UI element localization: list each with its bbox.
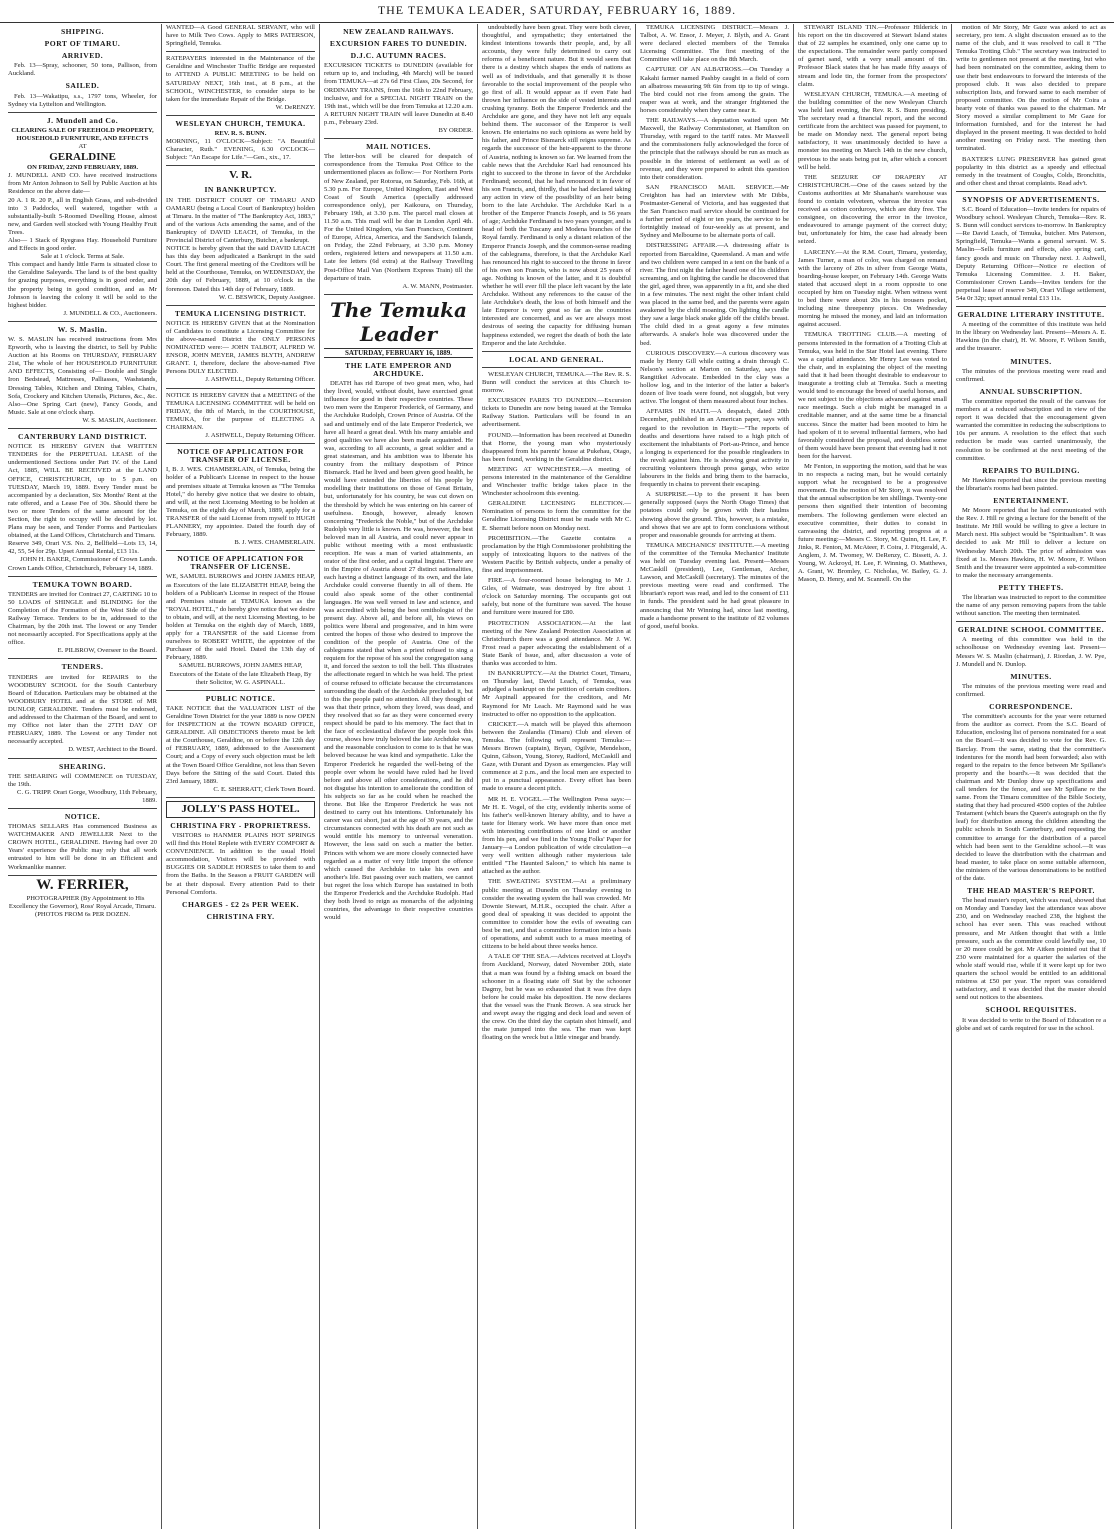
news-item: motion of Mr Story, Mr Gaze was asked to act as secretary, pro tem. A slight discussion ensued as to the name of the club, and it was resolved to call it "The Temuka Trotting Club." The secretary was instructed to write to gentlemen not present at the meeting, but who had been nominated on the committee, asking them to use their best endeavours to forward the interests of the proposed club. It was also decided to prepare subscription lists, and forward same to each member of proposed committee. On the motion of Mr Coira a hearty vote of thanks was passed to the chairman. Mr Story moved a similar compliment to Mr Gaze for information furnished, and for the interest he had displayed in the present meeting. It was decided to hold another meeting on Friday next. The meeting then terminated.	[956, 24, 1106, 153]
ad-title: CLEARING SALE OF FREEHOLD PROPERTY, HOUSEHOLD FURNITURE, AND EFFECTS	[11, 126, 154, 142]
news-item: SAN FRANCISCO MAIL SERVICE.—Mr Creighton has had an interview with Mr Dibbs, Postmaster-General of Victoria, and has suggested that the San Francisco mail service should be continued for a further period of eight or ten years, the service to be fortnightly instead of four-weekly as at present, and Sydney and Melbourne to be alternate ports of call.	[640, 183, 789, 240]
advertisement	[166, 392, 315, 445]
ad-body: VISITORS to HANMER PLAINS HOT SPRINGS will find this Hotel Replete with EVERY COMFORT & CONVENIENCE. In addition to the usual Hotel accommodation, Visitors will be provided with BUGGIES OR SADDLE HORSES to take them to and from the Baths. In the Season a FRUIT GARDEN will be at their disposal. Every attention Paid to their Personal Comforts.	[166, 831, 315, 896]
ad-signature: BY ORDER.	[438, 127, 473, 135]
news-item: THE SWEATING SYSTEM.—At a preliminary public meeting at Dunedin on Thursday evening to consider the sweating system the hall was crowded. Mr Downie Stewart, M.H.R., occupied the chair. After a good deal of speaking it was decided to appoint the committee to consider how the evils of sweating can best be met, and that a committee formation into a basis of operations, and submit such to a mass meeting of citizens to be held about three weeks hence.	[482, 878, 631, 951]
news-item: Mr Fenton, in supporting the motion, said that he was in no respects a racing man, but he would certainly support what he recognised to be a progressive movement. On the motion of Mr Story, it was resolved that the annual subscription be ten shillings. Twenty-one persons then signified their intention of becoming members. The following gentlemen were elected an executive committee, their duties to consist in canvassing the district, and reporting progress at a future meeting:—Messrs C. Story, M. Quinn, H. Lee, F. Jinks, R. Fenton, M. McAteer, F. Coira, J. Fitzgerald, A. Anglem, J. M. Twomey, W. DeRenzy, C. Bissett, A. J. Young, W. Ackroyd, H. Lee, F. Winning, O. Matthews, A. Grant, W. Bromley, C. Nicholas, W. Bailey, G. J. Mason, D. Henry, and M. Scannell. On the	[798, 462, 947, 584]
ad-heading: JOLLY'S PASS HOTEL.	[166, 801, 315, 818]
ad-body: W. S. MASLIN has received instructions from Mrs Epworth, who is leaving the district, to Sell by Public Auction at his Rooms on THURSDAY, FEBRUARY 21st, The whole of her HOUSEHOLD FURNITURE AND EFFECTS, Consisting of— Double and Single Iron Bedstead, Mattresses, Palliasses, Washstands, Dressing Tables, Kitchen and Dining Tables, Chairs, Sofa, Crockery and Kitchen Utensils, Pictures, &c., &c. Also—One Spring Cart (new), Fancy Goods, and Music. Sale at one o'clock sharp.	[8, 336, 157, 416]
news-item: A meeting of this committee was held in the schoolhouse on Wednesday evening last. Present—Messrs W. S. Maslin (chairman), J. Riordan, J. W. Pye, J. Mundell and N. Dunlop.	[956, 636, 1106, 668]
news-item: The minutes of the previous meeting were read and confirmed.	[956, 682, 1106, 698]
advertisement	[8, 127, 157, 322]
divider	[482, 367, 631, 368]
ad-heading: TEMUKA LICENSING DISTRICT.	[174, 308, 307, 318]
advertisement	[8, 591, 157, 660]
ad-signature: C. E. SHERRATT, Clerk Town Board.	[213, 785, 315, 793]
ad-signature: J. ASHWELL, Deputy Returning Officer.	[205, 432, 315, 440]
advertisement	[166, 320, 315, 389]
divider	[956, 306, 1106, 307]
news-item: A TALE OF THE SEA.—Advices received at Lloyd's from Auckland, Norway, dated November 20th, state that a man was found by a fishing smack on board the schooner in a floating state off Stat by the schooner Dagmy, but he was so exhausted that it was five days before he could make his deposition. He now declares that the vessel was the Frank Brown. A sea struck her and swept away the rigging and deck load and seven of the crew. On the third day the captain shot himself, and the mate jumped into the sea. The man was kept floating on the wreck but a little vinegar and brandy.	[482, 953, 631, 1042]
news-item: The minutes of the previous meeting were read and confirmed.	[956, 367, 1106, 383]
ad-heading: SHEARING.	[59, 761, 106, 771]
ad-body: J. MUNDELL AND CO. have received instructions from Mr Anton Johnson to Sell by Public Auction at his Residence on the above date—	[8, 172, 157, 196]
news-item: TEMUKA LICENSING DISTRICT.—Messrs J. Talbot, A. W. Ensor, J. Meyer, J. Blyth, and A. Grant were declared elected members of the Temuka Licensing Committee. The first meeting of the Committee will take place on the 8th March.	[640, 24, 789, 64]
ad-heading: NOTICE OF APPLICATION FOR TRANSFER OF LICENSE.	[177, 554, 304, 572]
sub-heading: ENTERTAINMENT.	[993, 495, 1069, 505]
ad-signature: Crown Lands Office, Christchurch, February 14, 1889.	[8, 564, 153, 572]
section-heading: LOCAL AND GENERAL.	[509, 354, 604, 364]
news-item: PROTECTION ASSOCIATION.—At the last meeting of the New Zealand Protection Association at Christchurch there was a good attendance. Mr J. W. Frost read a paper advocating the establishment of a State Bank of Issue, and, after discussion a vote of thanks was accorded to him.	[482, 619, 631, 668]
arrived-label: ARRIVED.	[61, 51, 104, 61]
news-item: It was decided to write to the Board of Education re a globe and set of cards required for use in the school.	[956, 1016, 1106, 1032]
news-item: FIRE.—A four-roomed house belonging to Mr J. Giles, of Waimate, was destroyed by fire about 1 o'clock on Saturday morning. The occupants got out safely, but none of the furniture was saved. The house and furniture were insured for £80.	[482, 577, 631, 617]
column-6	[794, 24, 952, 1529]
news-item: The librarian was instructed to report to the committee the name of any person removing papers from the table without sanction. The meeting then terminated.	[956, 594, 1106, 618]
ad-body: NOTICE is hereby given that the said DAVID LEACH has this day been adjudicated a Bankrupt in the said Court. The first general meeting of the Creditors will be held at the Courthouse, Temuka, on WEDNESDAY, the 20th day of February, 1889, at 10 o'clock in the forenoon. Dated this 14th day of February, 1889.	[166, 245, 315, 293]
ad-signature: SAMUEL BURROWS, JOHN JAMES HEAP, Executors of the Estate of the late Elizabeth Heap, By their Solicitor, W. G. ASPINALL.	[169, 662, 312, 686]
news-item: PROHIBITION.—The Gazette contains a proclamation by the High Commissioner prohibiting the supply of intoxicating liquors to the natives of the Western Pacific by British subjects, under a penalty of fine and imprisonment.	[482, 534, 631, 574]
section-heading: GERALDINE LITERARY INSTITUTE.	[957, 310, 1105, 320]
sub-heading: PETTY THEFTS.	[998, 582, 1064, 592]
ad-body: NOTICE IS HEREBY GIVEN that WRITTEN TENDERS for the PERPETUAL LEASE of the undermentioned Sections under Part IV. of the Land Act, 1885, WILL BE RECEIVED at the LAND OFFICE, CHRISTCHURCH, up to 5 p.m. on TUESDAY, March 19, 1889. Every Tender must be accompanied by a declaration, Six Months' Rent at the rate offered, and a Lease Fee of 30s. Should there be two or more Tenders of the same amount for the Section, the right to occupy will be decided by lot. Plans may be seen, and Tender Forms and Particulars obtained, at the Land Offices, Christchurch and Timaru.	[8, 443, 157, 540]
advertisement	[324, 153, 473, 295]
ad-heading: NEW ZEALAND RAILWAYS.	[343, 27, 454, 36]
ad-body: THE SHEARING will COMMENCE on TUESDAY, the 19th.	[8, 772, 157, 788]
advertisement	[166, 573, 315, 690]
ad-body: MORNING, 11 O'CLOCK—Subject: "A Beautiful Character, Ruth." EVENING, 6.30 O'CLOCK—Subject: "An Escape for Life."—Gen., xix., 17.	[166, 138, 315, 162]
ad-subheading: EXCURSION FARES TO DUNEDIN.	[329, 39, 468, 49]
divider	[8, 112, 157, 113]
news-item: MR H. E. VOGEL.—The Wellington Press says:—Mr H. E. Vogel, of the city, evidently inherits some of his father's well-known literary ability, and to have a taste for literary work. We have more than once met with interesting contributions of one kind or another from his pen, and we find in the Young Folks' Paper for January—a London publication of wide circulation—a very well written although rather mysterious tale entitled "The Haunted Saloon," to which his name is attached as the author.	[482, 795, 631, 876]
editorial-heading: THE LATE EMPEROR AND ARCHDUKE.	[345, 360, 452, 378]
news-item: The committee reported the result of the canvass for members at a reduced subscription and in view of the report it was decided that the encouragement given warranted the committee in reducing the subscriptions to 10s per annum. A resolution to the effect that such reduction be made was carried unanimously, the resolution to be confirmed at the next meeting of the committee.	[956, 397, 1106, 462]
ad-body: TAKE NOTICE that the VALUATION LIST of the Geraldine Town District for the year 1889 is now OPEN for INSPECTION at the TOWN BOARD OFFICE, GERALDINE. All OBJECTIONS thereto must be left at the Courthouse, Geraldine, on or before the 12th day of FEBRUARY, 1889, addressed to the Assessment Court; and a Copy of every such objection must be left at the Town Board Office Geraldine, not less than Seven Days before the Sitting of the said Court. Dated this 23rd January, 1889.	[166, 704, 315, 785]
news-item: STEWART ISLAND TIN.—Professor Hilderick in his report on the tin discovered at Stewart Island states that of 22 samples he examined, only one came up to the expectations. The remainder were partly composed of garnet sand, with a very small amount of tin. Professor Black states that he has made fifty assays of stream and lode tin, the former from the prospectors' claim.	[798, 24, 947, 88]
ad-body: TENDERS are invited for Contract 27, CARTING 10 to 50 LOADS of SHINGLE and BLINDING for the Completion of the Formation of the West Side of the Railway Terrace. Tenders to be in, addressed to the Chairman, by the 20th inst. The lowest or any Tender not necessarily accepted. For Specifications apply at the office.	[8, 590, 157, 647]
ad-subheading: CHRISTINA FRY - PROPRIETRESS.	[170, 820, 311, 830]
divider	[956, 621, 1106, 622]
ad-heading: NOTICE.	[64, 811, 101, 821]
ad-signature: W. S. MASLIN, Auctioneer.	[82, 416, 157, 424]
ad-body: Also— 1 Stack of Ryegrass Hay. Household Furniture and Effects in good order.	[8, 236, 157, 253]
ad-body: WE, SAMUEL BURROWS and JOHN JAMES HEAP, as Executors of the late ELIZABETH HEAP, being the holders of a Publican's License in respect of the House and Premises situate at TEMUKA known as the "ROYAL HOTEL," do hereby give notice that we desire to obtain, and will, at the next Licensing Meeting, to be holden at Temuka on the eighth day of March, 1889, apply for a TRANSFER of the said License from ourselves to ROBERT WHITE, the appointee of the Purchaser of the said Hotel. Dated the 13th day of February, 1889.	[166, 573, 315, 662]
news-item: CURIOUS DISCOVERY.—A curious discovery was made by Henry Gill while cutting a drain through C. Nelson's section at Marton on Saturday, says the Rangitikei Advocate. Embedded in the clay was a hollow log, and in the interior of the latter a baker's dozen of live toads were found, not sluggish, but very active. The longest of them measured about four inches.	[640, 349, 789, 406]
ad-heading: W. S. Maslin.	[57, 324, 108, 334]
ad-signature: E. PILBROW, Overseer to the Board.	[57, 647, 157, 655]
ad-signature: J. MUNDELL & CO., Auctioneers.	[63, 309, 157, 317]
column-1	[4, 24, 162, 1529]
divider	[956, 191, 1106, 192]
ad-heading: MAIL NOTICES.	[366, 142, 431, 152]
port-heading: PORT OF TIMARU.	[44, 39, 121, 49]
masthead: THE TEMUKA LEADER, SATURDAY, FEBRUARY 16, 1889.	[0, 0, 1114, 23]
news-item: A meeting of the committee of this institute was held in the library on Wednesday last. Present—Messrs A. E. Hawkins (in the chair), H. W. Moore, F. Wilson Smith, and the treasurer.	[956, 321, 1106, 353]
section-heading: SYNOPSIS OF ADVERTISEMENTS.	[962, 194, 1100, 204]
editorial-body: undoubtedly have been great. They were both clever, thoughtful, and sympathetic; they entertained the kindest intentions towards their people, and, by all accounts, they were fully determined to carry out reforms of a beneficent nature. But it would seem that there is a destiny which shapes the ends of nations as well as of individuals, and that generally it is those favorable to the social improvement of the people who go first of all. It would appear as if even Fate had thrown her influence on the side of vested interests and crushing tyranny. Both the Emperor Frederick and the Archduke are gone, and they have not left any equals behind them. The successor of the Emperor is well known. He entertains no such opinions as were held by his father, and Prince Bismarck still reigns supreme. As regards the successor of the heir-apparent to the throne of Austria, nothing is known so far. We learned from the cable news that the Archduke Karl had renounced his right to succeed to the throne in favor of the Archduke Ferdinand; second, that he had renounced it in favor of his son Francis, and, thirdly, that he had declared taking any action in view of the possibility of an heir being born to the late Archduke. The Archduke Karl is a brother of the Emperor Francis Joseph, and is 56 years of age; Archduke Ferdinand is two years younger, and is head of both the Tuscany and Modena branches of the Royal family. Ferdinand is only a distant relation of the Emperor Francis Joseph, and the common-sense reading of the cablegrams, therefore, is that the Archduke Karl has renounced his right to succeed to the throne in favor of his own son Francis, who is now about 25 years of age. Nothing is known of the latter, and it is doubtful whether he will ever fill the place left vacant by the late Archduke. Without any references to the cause of the late Archduke's death, the loss of both himself and the late Emperor is very great so far as the countries interested are concerned, and as we are always most desirous of seeing the capacity for diffusing human happiness extended, we regret the death of both the late Emperor and the late Archduke.	[482, 24, 631, 347]
advertisement	[8, 443, 157, 577]
column-3	[320, 24, 478, 1529]
ad-heading: W. FERRIER,	[36, 876, 129, 893]
advertisement	[8, 336, 157, 429]
ad-signature: W. DeRENZY.	[275, 103, 315, 111]
sub-heading: MINUTES.	[1010, 671, 1052, 681]
advertisement	[166, 197, 315, 306]
ad-heading: J. Mundell and Co.	[46, 115, 119, 125]
ad-signature: D. WEST, Architect to the Board.	[68, 746, 157, 754]
column-2	[162, 24, 320, 1529]
news-item: DISTRESSING AFFAIR.—A distressing affair is reported from Barcaldine, Queensland. A man and wife and two children were camped in a tent on the bank of a river. The first night the father heard one of his children screaming, and on lighting the candle he discovered that the girl, aged three, was apparently in a fit, and she died in a few minutes. The next night the other infant child was placed in the same bed, and the parents were again awakened by the child moaning. On lighting the candle they saw a large black snake glide off the child's breast. The child died in a great agony a few minutes afterwards. A snake's hole was discovered under the bed.	[640, 242, 789, 347]
advertisement	[8, 773, 157, 809]
news-item: THE RAILWAYS.—A deputation waited upon Mr Maxwell, the Railway Commissioner, at Hamilton on Thursday, with regard to the tariff rates. Mr Maxwell and the commissioners fully acknowledged the force of the principle that the railways should be run as much as possible in the interest of settlement as well as of revenue, and they were prepared to admit this question into their consideration.	[640, 117, 789, 181]
ad-charges: CHARGES - £2 2s PER WEEK.	[182, 899, 299, 909]
ad-heading: IN BANKRUPTCY.	[204, 185, 277, 195]
advertisement	[166, 24, 315, 52]
ad-heading: TEMUKA TOWN BOARD.	[32, 579, 133, 589]
ad-place: GERALDINE	[49, 151, 116, 164]
news-item: WESLEYAN CHURCH, TEMUKA.—A meeting of the building committee of the new Wesleyan Church was held last evening, the Rev. R. S. Bunn presiding. The secretary read a financial report, and the second certificate from the architect was passed for payment, to be made on Monday next. The general report being satisfactory, it was unanimously decided to have a monster tea meeting on March 14th in the new church, previous to the seats being put in, after which a concert will be held.	[798, 90, 947, 171]
ad-signature: A. W. MANN, Postmaster.	[402, 282, 473, 290]
ad-signature: W. C. BESWICK, Deputy Assignee.	[218, 293, 315, 301]
ad-body: TENDERS are invited for REPAIRS to the WOODBURY SCHOOL for the South Canterbury Board of Education. Particulars may be obtained at the WOODBURY HOTEL and at the STORE of MR DUNLOP, GERALDINE. Tenders must be endorsed, and addressed to the Chairman of the Board, and sent to my Office not later than the 27TH DAY OF FEBRUARY, 1889. The Lowest or any Tender not necessarily accepted.	[8, 673, 157, 746]
ad-body: NOTICE IS HEREBY GIVEN that at the Nomination of Candidates to constitute a Licensing Committee for the above-named District the ONLY PERSONS NOMINATED were:— JOHN TALBOT, ALFRED W. ENSOR, JOHN MEYER, JAMES BLYTH, ANDREW GRANT. I, therefore, declare the above-named Five Persons DULY ELECTED.	[166, 319, 315, 376]
ad-body: Reserve 349, Orari V.S. No. 2, Bellfield—Lots 13, 14, 42, 55, 54 for 29p. Upset Annual Rental, £13 11s.	[8, 540, 157, 556]
ad-signature: CHRISTINA FRY.	[206, 911, 275, 921]
news-item: TEMUKA MECHANICS' INSTITUTE.—A meeting of the committee of the Temuka Mechanics' Institute was held on Tuesday evening last. Present—Messrs McCaskill (president), Lee, Gentleman, Archer, Lawson, and McCaskill (secretary). The minutes of the previous meeting were read and confirmed. The librarian's report was read, and led to the consent of £11 in funds. The president said he had great pleasure in announcing that Mr Winning had, since last meeting, made a handsome present to the institute of 82 volumes of good, useful books.	[640, 541, 789, 630]
news-item: THE SEIZURE OF DRAPERY AT CHRISTCHURCH.—One of the cases seized by the Customs authorities at Mr Shanahan's warehouse was found to contain velveteen, whereas the invoice was received as cotton corduroys, which are duty free. The consignee, on discovering the error in the invoice, endeavoured to arrange payment of the correct duty; but, unfortunately for him, the case had already been seized.	[798, 173, 947, 246]
ad-body: NOTICE IS HEREBY GIVEN that a MEETING of the TEMUKA LICENSING COMMITTEE will be held on FRIDAY, the 8th of March, in the COURTHOUSE, TEMUKA, for the purpose of ELECTING A CHAIRMAN.	[166, 391, 315, 431]
news-item: CAPTURE OF AN ALBATROSS.—On Tuesday a Kakahi farmer named Pashby caught in a field of corn an albatross measuring 9ft 6in from tip to tip of wings. The bird could not rise from among the grain. The reaper was at work, and the stranger frightened the horses considerably when they came near it.	[640, 66, 789, 114]
ad-body: THOMAS SELLARS Has commenced Business as WATCHMAKER AND JEWELLER Next to the CROWN HOTEL, GERALDINE. Having had over 20 Years' experience the Public may rely that all work entrusted to him will be done in an Efficient and Workmanlike manner.	[8, 823, 157, 871]
ad-signature: J. ASHWELL, Deputy Returning Officer.	[205, 376, 315, 384]
news-item: S.C. Board of Education—Invite tenders for repairs of Woodbury school. Wesleyan Church, Temuka—Rev. R. S. Bunn will conduct services to-morrow. In Bankruptcy—Re David Leach, of Temuka, butcher. Mrs Paterson, Springfield, Temuka—Wants a general servant. W. S. Maslin—Sells furniture and effects, also spring cart, fancy goods and music on Thursday next. J. Ashwell, Deputy Returning Officer—Notice re election of Temuka Licensing Committee. J. H. Baker, Commissioner Crown Lands—Invites tenders for the perpetual lease of reserve 349, Orari Village settlement, 54a 0r 32p; upset annual rental £13 11s.	[956, 205, 1106, 302]
sub-heading: THE HEAD MASTER'S REPORT.	[967, 886, 1095, 896]
advertisement	[8, 823, 157, 876]
news-item: The committee's accounts for the year were returned from the auditor as correct. From the S.C. Board of Education, enclosing list of persons nominated for a seat on the Board.—It was decided to vote for the Rev. G. Barclay. From the same, stating that the committee's indentures for the month had been forwarded; also with regard to the repairs to the fence between Mr Spillane's property and the board's.—It was decided that the chairman and Mr Dunlop draw up specifications and call tenders for the fence, and see Mr Spillane re the same. From the Timaru committee of the Bible Society, stating that they had procured 4500 copies of the Jubilee Testament (which bears the Queen's autograph on the fly leaf) for distribution among the children attending the public schools in South Canterbury, and requesting the committee to arrange for the distribution of a parcel which had been sent to the Geraldine school.—It was decided to leave the distribution with the chairman and head master, to take place on some suitable afternoon, the ministers of the various denominations to be notified of the date.	[956, 713, 1106, 882]
advertisement	[324, 62, 473, 139]
advertisement	[166, 55, 315, 116]
newspaper-title: The Temuka Leader	[330, 297, 467, 346]
ad-body: IN THE DISTRICT COURT OF TIMARU AND OAMARU (being a Local Court of Bankruptcy) holden at Timaru. In the matter of "The Bankruptcy Act, 1883," and of the various Acts amending the same, and of the Bankruptcy of DAVID LEACH, of Temuka, in the Provincial District of Canterbury, Butcher, a bankrupt.	[166, 196, 315, 244]
sailing-entry: Feb. 13—Wakatipu, s.s., 1797 tons, Wheeler, for Sydney via Lyttelton and Wellington.	[8, 92, 157, 108]
news-item: WESLEYAN CHURCH, TEMUKA.—The Rev. R. S. Bunn will conduct the services at this Church to-morrow.	[482, 370, 631, 395]
sub-heading: REPAIRS TO BUILDING.	[982, 465, 1080, 475]
sailed-label: SAILED.	[65, 81, 100, 91]
ad-body: I, B. J. WES. CHAMBERLAIN, of Temuka, being the holder of a Publican's License in respect to the house and premises situate at Temuka known as "The Temuka Hotel," do hereby give notice that we desire to obtain, and will, at the next Licensing Meeting to be holden at Temuka, on the eighth day of March, 1889, apply for a TRANSFER of the said License from myself to HUGH FLANNERY, my appointee. Dated the fourth day of February, 1889.	[166, 466, 315, 539]
ad-body: RATEPAYERS interested in the Maintenance of the Geraldine and Winchester Traffic Bridge are requested to ATTEND A PUBLIC MEETING to be held on SATURDAY NEXT, 16th inst., at 8 p.m., at the SCHOOL, WINCHESTER, to consider steps to be taken for the immediate Repair of the Bridge.	[166, 55, 315, 103]
issue-date: SATURDAY, FEBRUARY 16, 1889.	[324, 348, 473, 358]
advertisement	[166, 705, 315, 798]
news-item: TEMUKA TROTTING CLUB.—A meeting of persons interested in the formation of a Trotting Club at Temuka, was held in the Star Hotel last evening. There was a capital attendance. Mr Henry Lee was voted to the chair, and in explaining the object of the meeting said that it had been thought desirable to endeavour to inaugurate a trotting club at Temuka. Such a meeting would tend to encourage the breed of useful horses, and we not subject to the objections advanced against small race meetings. Such a club might be managed in a creditable manner, and at the same time be a financial success. Since the matter had been mooted to him he had spoken of it to several influential farmers, who had favorably considered the proposal, and doubtless some of them would have been present that evening had it not been for the harvest.	[798, 331, 947, 460]
ad-body: PHOTOGRAPHER (By Appointment to His Excellency the Governor), Ross' Royal Arcade, Timaru. (PHOTOS FROM 6s PER DOZEN.	[8, 894, 157, 918]
royal-cipher: V. R.	[229, 169, 252, 182]
column-5	[636, 24, 794, 1529]
shipping-heading: SHIPPING.	[60, 27, 105, 36]
news-item: FOUND.—Information has been received at Dunedin that Horne, the young man who mysteriously disappeared from his parents' house at Pukehau, Otago, has been found, working in the Geraldine district.	[482, 431, 631, 463]
ad-heading: PUBLIC NOTICE.	[205, 693, 276, 703]
section-heading: GERALDINE SCHOOL COMMITTEE.	[957, 625, 1105, 635]
ad-signature: C. G. TRIPP. Orari Gorge, Woodbury, 11th February, 1889.	[17, 788, 157, 804]
sub-heading: MINUTES.	[1010, 356, 1052, 366]
ad-body: EXCURSION TICKETS to DUNEDIN (available for return up to, and including, 4th March) will be issued from TEMUKA—at 27s 6d First Class, 20s Second, for ORDINARY TRAINS, from the 16th to 22nd February, inclusive, and for a SPECIAL NIGHT TRAIN on the 19th inst., which will be due from Temuka at 12.20 a.m. A RETURN NIGHT TRAIN will leave Dunedin at 8.40 p.m., February 23rd.	[324, 62, 473, 126]
sub-heading: SCHOOL REQUISITES.	[985, 1005, 1077, 1015]
column-4	[478, 24, 636, 1529]
news-item: AFFAIRS IN HAITI.—A despatch, dated 20th December, published in an American paper, says with regard to the revolution in Hayti:—"The reports of deaths and desertions have raised to a high pitch of excitement the inhabitants of Port-au-Prince, and hence a longing is experienced for the possible ringleaders in the revolt against him. He is showing great activity in recruiting volunteers through press gangs, who seize labourers in the fields and bring them to the barracks, frequently in chains to prevent their escaping.	[640, 408, 789, 489]
news-item: CRICKET.—A match will be played this afternoon between the Zealandia (Timaru) Club and eleven of Temuka. The following will represent Temuka:—Messrs Brown (captain), Bryan, Ogilvie, Mendelson, Quinn, Gibson, Young, Storey, Radford, McCaskill and Gaze, with Durant and Dyson as emergencies. Play will commence at 2 p.m., and the local men are expected to put in a punctual appearance. Every effort has been made to ensure a decent pitch.	[482, 720, 631, 793]
ad-heading: TENDERS.	[61, 662, 104, 672]
ad-heading: CANTERBURY LAND DISTRICT.	[18, 432, 147, 442]
news-item: MEETING AT WINCHESTER.—A meeting of persons interested in the maintenance of the Geraldine and Winchester traffic bridge takes place in the Winchester schoolroom this evening.	[482, 465, 631, 498]
editorial-body: DEATH has rid Europe of two great men, who, had they lived, would, without doubt, have exercised great influence for good in their respective countries. These two men were the Emperor Frederick, of Germany, and the Archduke Rudolph, Crown Prince of Austria. Of the sad and untimely end of the late Emperor Frederick, we have all heard a great deal. With his many amiable and good qualities we have also been made acquainted. He was, according to all accounts, a great soldier and a great statesman, and his ambition was to liberate his country from the military despotism of Prince Bismarck. Had he lived and been given good health, he would have extended the liberties of his people by modelling their institutions on those of Great Britain, but, unfortunately for his country, he was cut down on the threshold by which he was entering on his career of usefulness. Enough, however, already known concerning "Frederick the Noble," but of the Archduke Rudolph very little is known. He was, however, the best beloved man in all Austria, and could never appear in public without meeting with a most enthusiastic reception. He was a man of varied attainments, an orator of the first order, and a capital linguist. There are in the Empire of Austria about 27 distinct nationalities, each having a distinct language of its own, and the late Archduke could converse fluently in all of them. He could also speak some of the other continental languages. He was well versed in law and science, and was accredited with being the best ornithologist of the present day. Above all, and before all, his views on politics were liberal and progressive, and in him were centred the hopes of those who desired to improve the condition of the people of Austria. One of the cablegrams stated that when a priest refused to sing a requiem for the repose of his soul the congregation sang it, and forced the sexton to toll the bell. This illustrates the affectionate regard in which he was held. The priest of course refused to officiate because the circumstances surrounding the death of the Archduke precluded it, but to this the people paid no attention. All they thought of was that their prince, whom they loved, was dead, and they resolved that so far as they were concerned every respect should be paid to his memory. The fact that in the face of ecclesiastical disfavor the people took this course, shows how truly beloved the late Archduke was, and the reasonable conclusion to come to is that he was beloved because he was kind and sympathetic. Like the Emperor Frederick he regarded the well-being of the people over whom he would have ruled had he lived before and above all other considerations, and he did not disguise his intention to ameliorate the condition of his subjects so far as he could when he reached the throne. But like the Emperor Frederick he was not destined to carry out his intentions. Unfortunately his career was cut short, just at the age of 30 years, and the circumstances connected with his death are not such as would entitle his memory to universal veneration. However, the less said on such a matter the better. Princes with whom we are more closely connected have regarded as a matter of very little import the offence which caused the Archduke to take his own and another's life. But passing over such matters, we cannot but regret the loss which Europe has sustained in both the Emperor Frederick and the Archduke Rudolph. Had they both lived to reign as monarchs of the adjoining countries, the advantage to their respective countries would	[324, 380, 473, 922]
ad-signature: B. J. WES. CHAMBERLAIN.	[234, 539, 315, 547]
column-7	[952, 24, 1110, 1529]
ad-heading: WESLEYAN CHURCH, TEMUKA.	[175, 118, 306, 128]
ad-body: This compact and handy little Farm is situated close to the Geraldine Saleyards. The land is of the best quality for grazing purposes, everything is in good order, and the property being in good condition, and as Mr Johnson is leaving the colony it will be sold to the highest bidder.	[8, 261, 157, 309]
ad-body: The letter-box will be cleared for despatch of correspondence from the Temuka Post Office to the undermentioned places as follow:— For Northern Ports of New Zealand, per Rotorua, on Saturday, Feb. 16th, at 5.30 p.m. For Europe, United Kingdom, East and West Coast of South America (specially addressed correspondence only), per Kaikoura, on Thursday, February 19th, at 3.30 p.m. The parcel mail closes at 11.50 a.m. This mail will be due in London April 4th. For the United Kingdom, via San Francisco, Continent of Europe, Africa, America, and the Sandwich Islands, on Friday, the 22nd February, at 3.30 p.m. Money orders, registered letters and newspapers at 11.50 a.m. Late fee letters (6d extra) at the Railway Travelling Post-Office Mail Van (Northern Express Train) till the departure of train.	[324, 153, 473, 282]
news-item: LARCENY.—At the R.M. Court, Timaru, yesterday, James Turner, a man of color, was charged on remand with the larceny of 20s in silver from George Watts, boarding-house keeper, on February 14th. George Watts stated that accused slept in a room opposite to one occupied by him on Tuesday night. When witness went to bed there were about 20s in his trousers pocket, including nine threepenny pieces. On Wednesday morning he missed the money, and laid an information against accused.	[798, 248, 947, 329]
ad-heading: NOTICE OF APPLICATION FOR TRANSFER OF LICENSE.	[177, 447, 304, 465]
ad-body: 20 A. 1 R. 20 P., all in English Grass, and sub-divided into 3 Paddocks, well watered, together with a substantially-built 5-Roomed Dwelling House, almost new, and Garden well stocked with Young Healthy Fruit Trees.	[8, 196, 157, 236]
advertisement	[166, 466, 315, 551]
news-item: IN BANKRUPTCY.—At the District Court, Timaru, on Thursday last, David Leach, of Temuka, was adjudged a bankrupt on the petition of certain creditors. Mr Aspinall appeared for the creditors, and Mr Raymond for Mr Leach. Mr Raymond said he was instructed to offer no opposition to the application.	[482, 670, 631, 718]
news-item: The head master's report, which was read, showed that on Monday and Tuesday last the attendance was above 230, and on Wednesday reached 238, the highest the school has ever seen. This was reached without pressure, and Mr Aitken thought that with a little pressure, such as the committee could lawfully use, 10 or 20 more could be got. Mr Aitken pointed out that if 230 were maintained for a quarter the salaries of the whole staff would rise, while if it were kept up for two quarters the school would be entitled to an additional mistress at £50 per year. The report was considered satisfactory, and it was decided that the master should send out notices to the absentees.	[956, 897, 1107, 1002]
news-item: Mr Moore reported that he had communicated with the Rev. J. Hill re giving a lecture for the benefit of the Institute. Mr Hill would be willing to give a lecture in March next. His subject would be "Spiritualism". It was decided to ask Mr Hill to deliver a lecture on Wednesday March 20th. The price of admission was fixed at 1s. Messrs Hawkins, H. W. Moore, F. Wilson Smith and the treasurer were appointed a sub-committee to make the necessary arrangements.	[956, 507, 1106, 579]
divider	[482, 351, 631, 352]
sub-heading: CORRESPONDENCE.	[989, 702, 1073, 712]
news-item: BAXTER'S LUNG PRESERVER has gained great popularity in this district as a speedy and effectual remedy in the treatment of Coughs, Colds, Bronchitis, and other chest and throat complaints. Read adv't.	[956, 155, 1106, 187]
news-item: GERALDINE LICENSING ELECTION.—Nomination of persons to form the committee for the Geraldine Licensing District must be made with Mr C. E. Sherratt before noon on Monday next.	[482, 500, 631, 532]
ad-at: AT	[78, 143, 87, 151]
ad-signature: JOHN H. BAKER, Commissioner of Crown Lands.	[20, 556, 157, 564]
arrival-entry: Feb. 13—Spray, schooner, 50 tons, Pallison, from Auckland.	[8, 62, 157, 78]
advertisement	[8, 674, 157, 759]
news-item: EXCURSION FARES TO DUNEDIN.—Excursion tickets to Dunedin are now being issued at the Temuka Railway Station. Particulars will be found in an advertisement.	[482, 397, 631, 429]
ad-body: WANTED—A Good GENERAL SERVANT, who will have to Milk Two Cows. Apply to MRS PATERSON, Springfield, Temuka.	[166, 24, 315, 48]
page-columns	[4, 24, 1110, 1529]
ad-subheading: D.J.C. AUTUMN RACES.	[350, 51, 447, 61]
sub-heading: ANNUAL SUBSCRIPTION.	[979, 386, 1083, 396]
news-item: A SURPRISE.—Up to the present it has been generally supposed (says the North Otago Times) that potatoes could only be grown with their haulms showing above the ground. This, however, is a mistake, and shows that we are apt to form conclusions without proper and reasonable grounds for arriving at them.	[640, 491, 789, 539]
advertisement	[166, 130, 315, 166]
news-item: Mr Hawkins reported that since the previous meeting the librarian's rooms had been painted.	[956, 476, 1106, 492]
ad-terms: Sale at 1 o'clock. Terms at Sale.	[40, 253, 125, 261]
ad-subheading: REV. R. S. BUNN.	[214, 130, 267, 138]
ad-date: ON FRIDAY, 22ND FEBRUARY, 1889.	[27, 164, 138, 172]
